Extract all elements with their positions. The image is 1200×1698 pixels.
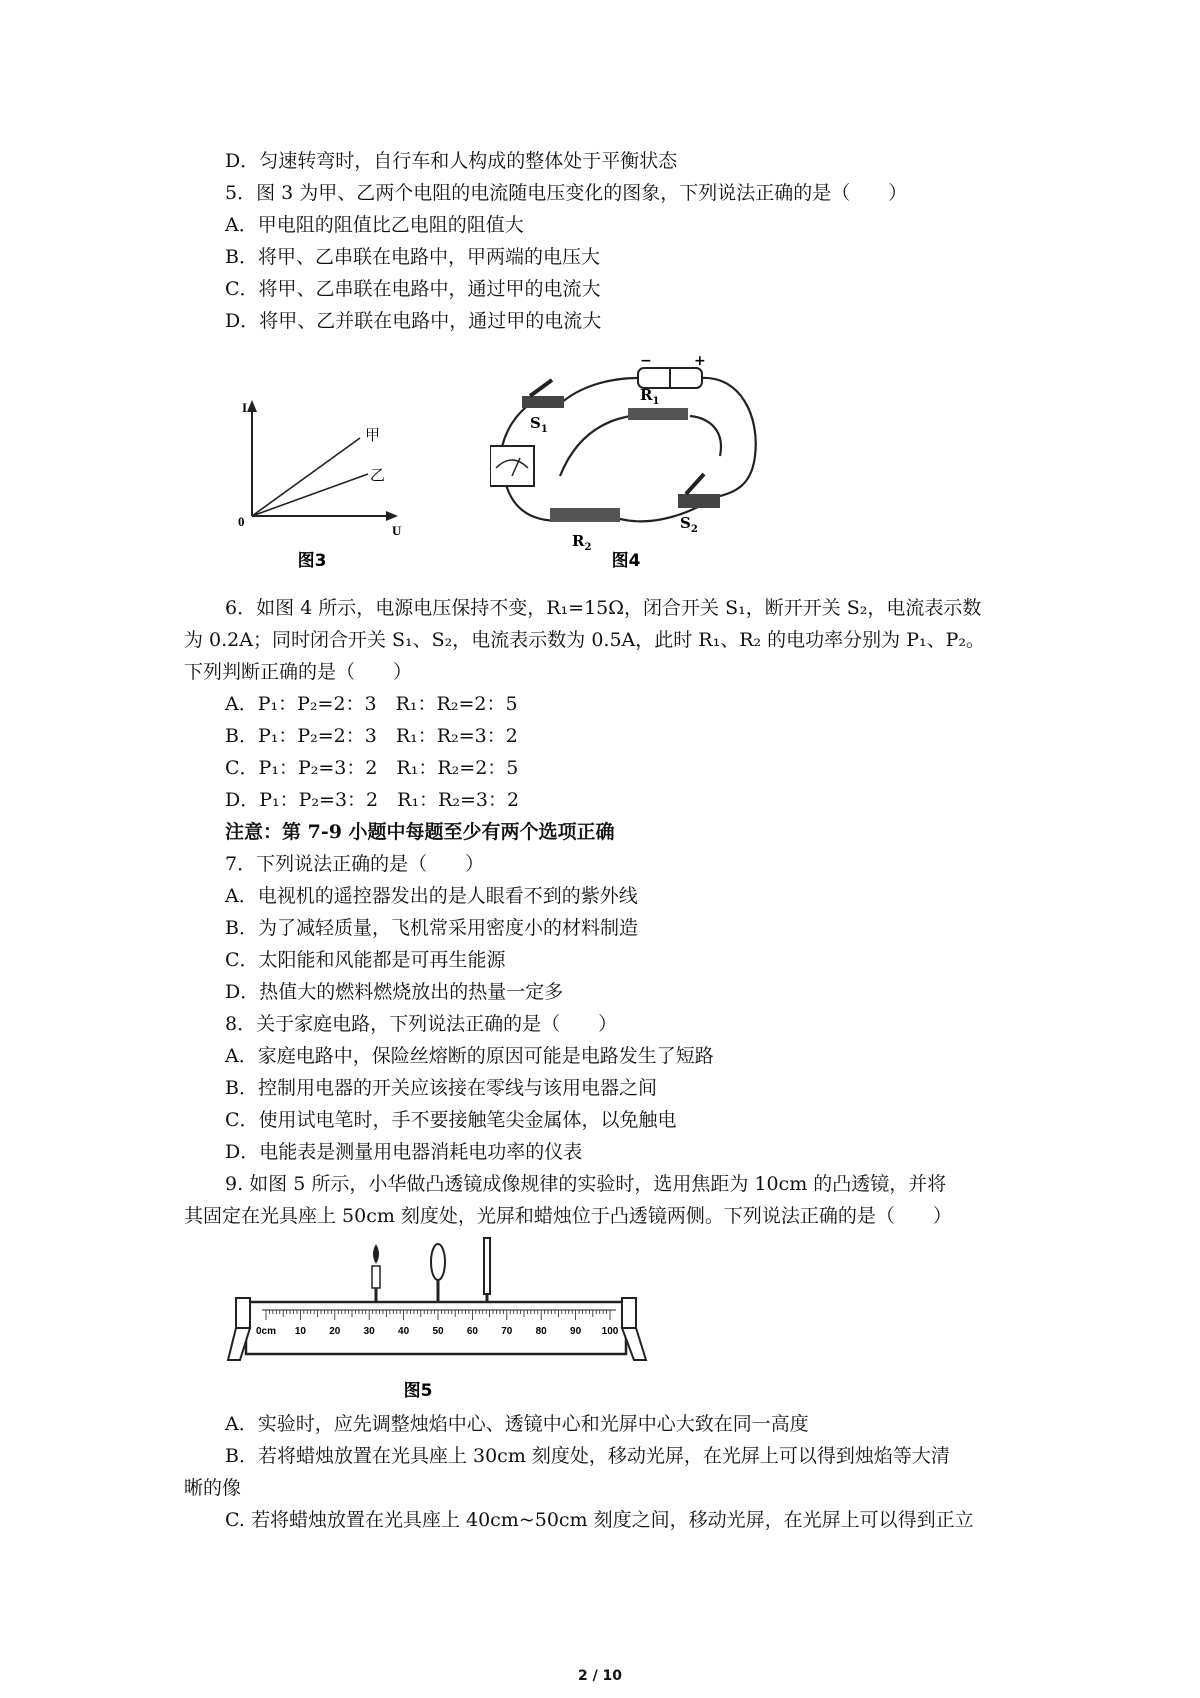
option-b: B．将甲、乙串联在电路中，甲两端的电压大 xyxy=(225,246,600,268)
line-yi xyxy=(252,474,368,516)
switch-s1 xyxy=(522,396,564,408)
question-6: 6．如图 4 所示，电源电压保持不变，R₁=15Ω，闭合开关 S₁，断开开关 S₂，电流表示数 xyxy=(225,597,982,619)
bench-tick-label: 60 xyxy=(466,1326,478,1337)
candle xyxy=(372,1266,380,1288)
y-axis-label: I xyxy=(242,400,248,415)
r2-label: $R_2$ xyxy=(572,532,592,553)
wire xyxy=(690,416,721,456)
fig5-caption: 图5 xyxy=(403,1381,433,1401)
question-8: 8．关于家庭电路，下列说法正确的是（ ） xyxy=(225,1013,618,1035)
option-c: C．将甲、乙串联在电路中，通过甲的电流大 xyxy=(225,278,601,300)
bench-post-right xyxy=(622,1298,636,1328)
bench-tick-label: 100 xyxy=(601,1326,619,1337)
option-a: A．实验时，应先调整烛焰中心、透镜中心和光屏中心大致在同一高度 xyxy=(225,1413,809,1435)
option-a: A．P₁：P₂=2：3 R₁：R₂=2：5 xyxy=(225,693,518,715)
r1-label: $R_1$ xyxy=(640,386,660,407)
text-line: D．匀速转弯时，自行车和人构成的整体处于平衡状态 xyxy=(225,150,678,172)
option-b: B．控制用电器的开关应该接在零线与该用电器之间 xyxy=(225,1077,657,1099)
wire xyxy=(560,378,638,404)
resistor-r1 xyxy=(628,408,688,420)
option-a: A．甲电阻的阻值比乙电阻的阻值大 xyxy=(225,214,524,236)
option-a: A．家庭电路中，保险丝熔断的原因可能是电路发生了短路 xyxy=(225,1045,714,1067)
figure-5 xyxy=(222,1236,662,1406)
question-5: 5．图 3 为甲、乙两个电阻的电流随电压变化的图象，下列说法正确的是（ ） xyxy=(225,182,908,204)
option-b: B．为了减轻质量，飞机常采用密度小的材料制造 xyxy=(225,917,638,939)
question-9-cont: 其固定在光具座上 50cm 刻度处，光屏和蜡烛位于凸透镜两侧。下列说法正确的是（ ） xyxy=(184,1205,952,1227)
option-c: C．使用试电笔时，手不要接触笔尖金属体，以免触电 xyxy=(225,1109,677,1131)
resistor-r2 xyxy=(550,508,620,522)
wire xyxy=(702,378,756,496)
switch-s1-lever xyxy=(530,380,552,396)
option-d: D．电能表是测量用电器消耗电功率的仪表 xyxy=(225,1141,583,1163)
option-c: C. 若将蜡烛放置在光具座上 40cm~50cm 刻度之间，移动光屏，在光屏上可以得到正立 xyxy=(225,1509,974,1531)
bench-tick-label: 0cm xyxy=(255,1326,277,1337)
bench-tick-label: 10 xyxy=(294,1326,306,1337)
s2-label: $S_2$ xyxy=(680,514,698,535)
fig4-caption: 图4 xyxy=(611,551,641,571)
option-d: D．将甲、乙并联在电路中，通过甲的电流大 xyxy=(225,310,602,332)
line-jia xyxy=(252,438,360,516)
x-arrow xyxy=(386,511,398,521)
lens xyxy=(431,1244,445,1280)
ammeter xyxy=(490,446,534,486)
label-yi: 乙 xyxy=(370,466,386,484)
question-6-cont: 为 0.2A；同时闭合开关 S₁、S₂，电流表示数为 0.5A，此时 R₁、R₂ 的电功率分别为 P₁、P₂。 xyxy=(184,629,986,651)
bench-post-left xyxy=(236,1298,250,1328)
origin-label: 0 xyxy=(238,514,245,529)
option-d: D．热值大的燃料燃烧放出的热量一定多 xyxy=(225,981,564,1003)
option-b-cont: 晰的像 xyxy=(184,1477,242,1499)
figure-4 xyxy=(490,356,770,571)
option-c: C．太阳能和风能都是可再生能源 xyxy=(225,949,506,971)
bench-tick-label: 40 xyxy=(398,1326,410,1337)
label-jia: 甲 xyxy=(365,426,381,444)
screen xyxy=(484,1238,490,1294)
switch-s2 xyxy=(678,494,720,508)
battery-minus: − xyxy=(640,356,652,369)
question-6-cont: 下列判断正确的是（ ） xyxy=(184,661,413,683)
figure-3 xyxy=(220,398,420,578)
option-d: D．P₁：P₂=3：2 R₁：R₂=3：2 xyxy=(225,789,520,811)
bench-tick-label: 80 xyxy=(535,1326,547,1337)
s1-label: $S_1$ xyxy=(530,414,548,435)
notice: 注意：第 7-9 小题中每题至少有两个选项正确 xyxy=(225,821,615,843)
option-b: B．若将蜡烛放置在光具座上 30cm 刻度处，移动光屏，在光屏上可以得到烛焰等大清 xyxy=(225,1445,950,1467)
option-a: A．电视机的遥控器发出的是人眼看不到的紫外线 xyxy=(225,885,638,907)
switch-s2-lever xyxy=(686,474,704,494)
y-arrow xyxy=(247,400,257,412)
bench-tick-label: 20 xyxy=(329,1326,341,1337)
wire xyxy=(560,415,660,476)
bench-tick-label: 50 xyxy=(432,1326,444,1337)
bench-tick-label: 70 xyxy=(501,1326,513,1337)
bench-tick-label: 90 xyxy=(570,1326,582,1337)
bench-tick-label: 30 xyxy=(363,1326,375,1337)
question-7: 7．下列说法正确的是（ ） xyxy=(225,853,485,875)
fig3-caption: 图3 xyxy=(297,551,327,571)
page-number: 2 / 10 xyxy=(577,1668,623,1684)
battery-plus: + xyxy=(694,356,706,369)
x-axis-label: U xyxy=(392,523,402,538)
option-b: B．P₁：P₂=2：3 R₁：R₂=3：2 xyxy=(225,725,518,747)
question-9: 9. 如图 5 所示，小华做凸透镜成像规律的实验时，选用焦距为 10cm 的凸透镜，并将 xyxy=(225,1173,947,1195)
option-c: C．P₁：P₂=3：2 R₁：R₂=2：5 xyxy=(225,757,519,779)
candle-flame xyxy=(373,1244,379,1264)
